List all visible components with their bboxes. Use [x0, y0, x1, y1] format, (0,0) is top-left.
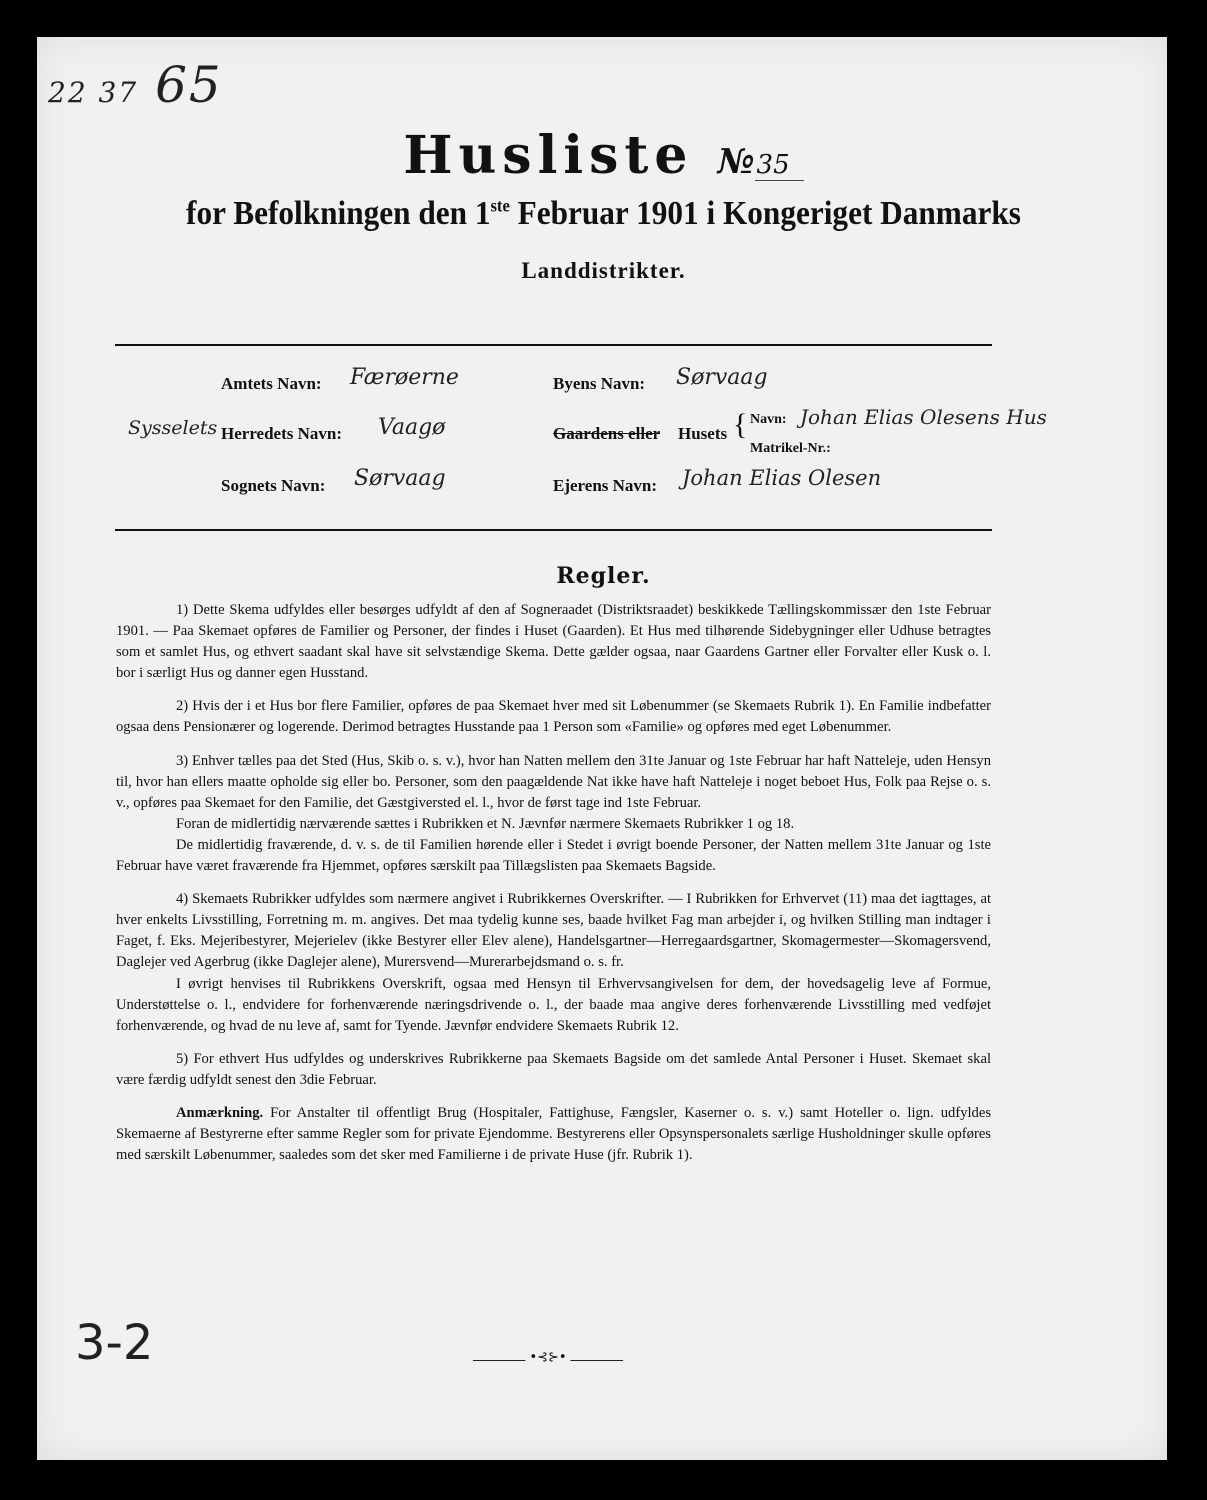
subtitle-pre: for Befolkningen den 1	[186, 195, 491, 232]
byens-value: Sørvaag	[676, 365, 768, 390]
sogn-value: Sørvaag	[354, 466, 446, 491]
note-text: For Anstalter til offentligt Brug (Hospitaler, Fattighuse, Fængsler, Kaserner o. s. v.) samt Hoteller o. lign. udfyldes Skemaerne af Bestyrerne efter samme Regler som for private Ejendomme. Bestyrerens eller Opsynspersonalets særlige Husholdninger skulle opføres med særskilt Løbenummer, saaledes som det sker med Familierne i de private Huse (jfr. Rubrik 1).	[116, 1104, 991, 1164]
end-ornament	[473, 1350, 623, 1365]
rule-4: 4) Skemaets Rubrikker udfyldes som nærmere angivet i Rubrikkernes Overskrifter. — I Rubrikken for Erhvervet (11) maa det iagttages, at hver enkelts Livsstilling, Forretning m. m. angives. Det maa tydelig kunne ses, baade hvilket Fag man arbejder i, og hvilken Stilling man indtager i Faget, f. Eks. Mejeribestyrer, Mejerielev (ikke Bestyrer eller Elev alene), Handelsgartner—Herregaardsgartner, Skomagermester—Skomagersvend, Daglejer ved Agerbrug (ikke Daglejer alene), Murersvend—Murerarbejdsmand o. s. fr.	[116, 891, 991, 971]
subtitle	[48, 195, 1158, 233]
note-label: Anmærkning.	[176, 1104, 264, 1121]
archive-numbers: 22 37	[48, 76, 139, 109]
sysselets-note: Sysselets	[128, 417, 218, 439]
bottom-divider	[115, 529, 992, 531]
herred-label: Herredets Navn:	[221, 424, 343, 443]
archive-big-number: 65	[155, 56, 223, 114]
sogn-label: Sognets Navn:	[221, 476, 326, 495]
rule-3: 3) Enhver tælles paa det Sted (Hus, Skib o. s. v.), hvor han Natten mellem den 31te Januar og 1ste Februar har haft Natteleje, uden Hensyn til, hvor han ellers maatte opholde sig eller bo. Personer, som den paagældende Nat ikke have haft Natteleje i noget beboet Hus, Folk paa Rejse o. s. v., opføres paa Skemaet for den Familie, det Gæstgiversted el. l., hvor de først tage ind 1ste Februar.	[116, 752, 991, 811]
subtitle-sup: ste	[490, 195, 510, 216]
rule-2: 2) Hvis der i et Hus bor flere Familier, opføres de paa Skemaet hver med sit Løbenummer (se Skemaets Rubrik 1). En Familie indbefatter ogsaa dens Pensionærer og logerende. Derimod betragtes Husstande paa 1 Person som «Familie» og opføres med eget Løbenummer.	[116, 698, 991, 736]
handwritten-footer-note: 3-2	[75, 1315, 154, 1371]
district-type: Landdistrikter.	[521, 258, 686, 283]
page-title	[0, 125, 1207, 186]
rule-4b: I øvrigt henvises til Rubrikkens Overskrift, ogsaa med Hensyn til Erhvervsangivelsen for dem, der hovedsagelig leve af Formue, Understøttelse o. l., endvidere for forhenværende næringsdrivende o. l., der baade maa angive deres forhenværende Livsstilling med vedføjet forhenværende, og hvad de nu leve af, samt for Tyende. Jævnfør endvidere Skemaets Rubrik 12.	[116, 975, 991, 1034]
herred-value: Vaagø	[378, 415, 446, 440]
gaard-label-struck: Gaardens eller	[553, 424, 661, 443]
matrikel-label: Matrikel-Nr.:	[750, 441, 831, 456]
owner-value: Johan Elias Olesen	[682, 466, 882, 490]
number-sign: №	[717, 142, 755, 182]
navn-label: Navn:	[750, 412, 787, 427]
rule-3c: De midlertidig fraværende, d. v. s. de til Familien hørende eller i Stedet i øvrigt boende Personer, der Natten mellem 31te Januar og 1ste Februar have været fraværende fra Hjemmet, opføres særskilt paa Tillægslisten paa Skemaets Bagside.	[116, 836, 991, 875]
rules-heading: Regler.	[556, 563, 651, 589]
subtitle-post: Februar 1901 i Kongeriget Danmarks	[509, 195, 1021, 232]
rules-text	[116, 600, 991, 1178]
ejer-label: Ejerens Navn:	[553, 476, 658, 495]
husets-label: Husets	[678, 424, 728, 443]
handwritten-reference	[48, 56, 223, 114]
rule-5: 5) For ethvert Hus udfyldes og underskrives Rubrikkerne paa Skemaets Bagside om det samlede Antal Personer i Huset. Skemaet skal være færdig udfyldt senest den 3die Februar.	[116, 1050, 991, 1088]
rule-3b: Foran de midlertidig nærværende sættes i Rubrikken et N. Jævnfør nærmere Skemaets Rubrikker 1 og 18.	[176, 815, 795, 832]
rule-1: 1) Dette Skema udfyldes eller besørges udfyldt af den af Sogneraadet (Distriktsraadet) beskikkede Tællingskommissær den 1ste Februar 1901. — Paa Skemaet opføres de Familier og Personer, der findes i Huset (Gaarden). Et Hus med tilhørende Sidebygninger eller Udhuse betragtes som et samlet Hus, og ethvert saadant skal have sit selvstændige Skema. Dette gælder ogsaa, naar Gaardens Gartner eller Forvalter eller Kusk o. l. bor i særligt Hus og danner egen Husstand.	[116, 602, 991, 682]
amt-value: Færøerne	[350, 365, 459, 390]
house-name-value: Johan Elias Olesens Hus	[800, 405, 1047, 429]
list-number: 35	[755, 150, 804, 181]
note-paragraph	[116, 1103, 991, 1166]
title-text: Husliste	[403, 125, 694, 186]
ornament-glyph: •⊰⊱•	[525, 1350, 570, 1365]
top-divider	[115, 344, 992, 346]
brace: {	[733, 408, 748, 441]
byens-label: Byens Navn:	[553, 374, 646, 393]
amt-label: Amtets Navn:	[221, 374, 322, 393]
